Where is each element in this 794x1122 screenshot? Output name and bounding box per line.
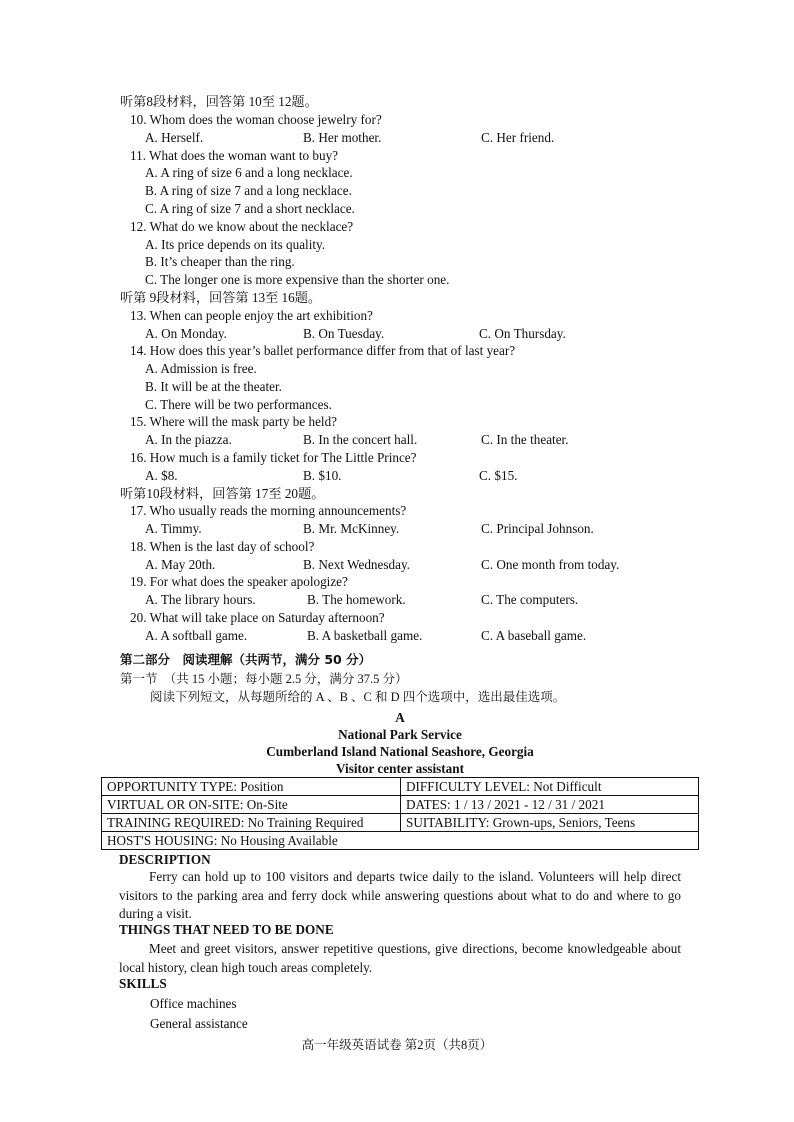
option: C. A ring of size 7 and a short necklace. — [145, 201, 355, 216]
option: A. Its price depends on its quality. — [145, 237, 326, 252]
table-cell: TRAINING REQUIRED: No Training Required — [102, 814, 401, 832]
question-19: 19. For what does the speaker apologize? — [130, 574, 348, 589]
question-12: 12. What do we know about the necklace? — [130, 219, 354, 234]
option: A. Admission is free. — [145, 361, 257, 376]
things-heading: THINGS THAT NEED TO BE DONE — [119, 922, 334, 937]
option: B. On Tuesday. — [303, 326, 385, 341]
option: B. A ring of size 7 and a long necklace. — [145, 183, 352, 198]
page-footer: 高一年级英语试卷 第2页（共8页） — [301, 1038, 493, 1052]
option: C. One month from today. — [481, 557, 620, 572]
question-14: 14. How does this year’s ballet performance differ from that of last year? — [130, 343, 516, 358]
option: A. A softball game. — [145, 628, 248, 643]
option: C. On Thursday. — [479, 326, 566, 341]
question-16: 16. How much is a family ticket for The Little Prince? — [130, 450, 417, 465]
question-17: 17. Who usually reads the morning announcements? — [130, 503, 407, 518]
option: A. In the piazza. — [145, 432, 232, 447]
option: B. Her mother. — [303, 130, 382, 145]
option: B. Next Wednesday. — [303, 557, 410, 572]
option: C. Principal Johnson. — [481, 521, 594, 536]
question-11: 11. What does the woman want to buy? — [130, 148, 339, 163]
question-13: 13. When can people enjoy the art exhibition? — [130, 308, 373, 323]
option: C. $15. — [479, 468, 518, 483]
description-text: Ferry can hold up to 100 visitors and departs twice daily to the island. Volunteers will help direct visitors to the parking area and ferry dock while answering questions about what to do and where to go during a visit. — [119, 869, 681, 921]
section-header-9: 听第 9段材料，回答第 13至 16题。 — [120, 290, 322, 305]
skill-item: Office machines — [150, 996, 237, 1011]
section-header-10: 听第10段材料，回答第 17至 20题。 — [120, 486, 325, 501]
option: A. A ring of size 6 and a long necklace. — [145, 165, 353, 180]
option: A. $8. — [145, 468, 178, 483]
option: C. Her friend. — [481, 130, 555, 145]
description-heading: DESCRIPTION — [119, 852, 211, 867]
option: A. May 20th. — [145, 557, 216, 572]
opportunity-info-table — [101, 777, 699, 850]
table-row — [102, 796, 699, 814]
passage-title-2: Cumberland Island National Seashore, Georgia — [266, 744, 534, 759]
question-20: 20. What will take place on Saturday afternoon? — [130, 610, 385, 625]
table-cell: VIRTUAL OR ON-SITE: On-Site — [102, 796, 401, 814]
section-header-8: 听第8段材料，回答第 10至 12题。 — [120, 94, 318, 109]
option: A. Timmy. — [145, 521, 202, 536]
table-row — [102, 778, 699, 796]
option: B. A basketball game. — [307, 628, 423, 643]
option: B. Mr. McKinney. — [303, 521, 400, 536]
passage-letter: A — [395, 710, 405, 725]
skills-heading: SKILLS — [119, 976, 167, 991]
option: A. The library hours. — [145, 592, 256, 607]
part2-instruction: 阅读下列短文，从每题所给的 A 、B 、C 和 D 四个选项中，选出最佳选项。 — [150, 690, 566, 704]
option: A. On Monday. — [145, 326, 227, 341]
option: C. In the theater. — [481, 432, 569, 447]
part2-section1: 第一节 （共 15 小题；每小题 2.5 分，满分 37.5 分） — [120, 672, 408, 686]
option: B. The homework. — [307, 592, 406, 607]
question-18: 18. When is the last day of school? — [130, 539, 315, 554]
table-row — [102, 814, 699, 832]
option: C. The longer one is more expensive than the shorter one. — [145, 272, 450, 287]
question-10: 10. Whom does the woman choose jewelry for? — [130, 112, 382, 127]
table-cell: OPPORTUNITY TYPE: Position — [102, 778, 401, 796]
table-cell: SUITABILITY: Grown-ups, Seniors, Teens — [401, 814, 699, 832]
passage-title-3: Visitor center assistant — [336, 761, 464, 776]
skill-item: General assistance — [150, 1016, 248, 1031]
question-15: 15. Where will the mask party be held? — [130, 414, 338, 429]
option: B. In the concert hall. — [303, 432, 418, 447]
option: B. $10. — [303, 468, 342, 483]
option: C. There will be two performances. — [145, 397, 332, 412]
table-row — [102, 832, 699, 850]
option: C. The computers. — [481, 592, 579, 607]
things-text: Meet and greet visitors, answer repetitive questions, give directions, become knowledgeable about local history, clean high touch areas completely. — [119, 941, 681, 975]
table-cell: DIFFICULTY LEVEL: Not Difficult — [401, 778, 699, 796]
passage-title-1: National Park Service — [338, 727, 462, 742]
table-cell: HOST'S HOUSING: No Housing Available — [102, 832, 699, 850]
option: B. It’s cheaper than the ring. — [145, 254, 295, 269]
option: A. Herself. — [145, 130, 204, 145]
table-cell: DATES: 1 / 13 / 2021 - 12 / 31 / 2021 — [401, 796, 699, 814]
part2-title: 第二部分 阅读理解（共两节，满分 50 分） — [120, 652, 372, 667]
option: B. It will be at the theater. — [145, 379, 282, 394]
option: C. A baseball game. — [481, 628, 587, 643]
